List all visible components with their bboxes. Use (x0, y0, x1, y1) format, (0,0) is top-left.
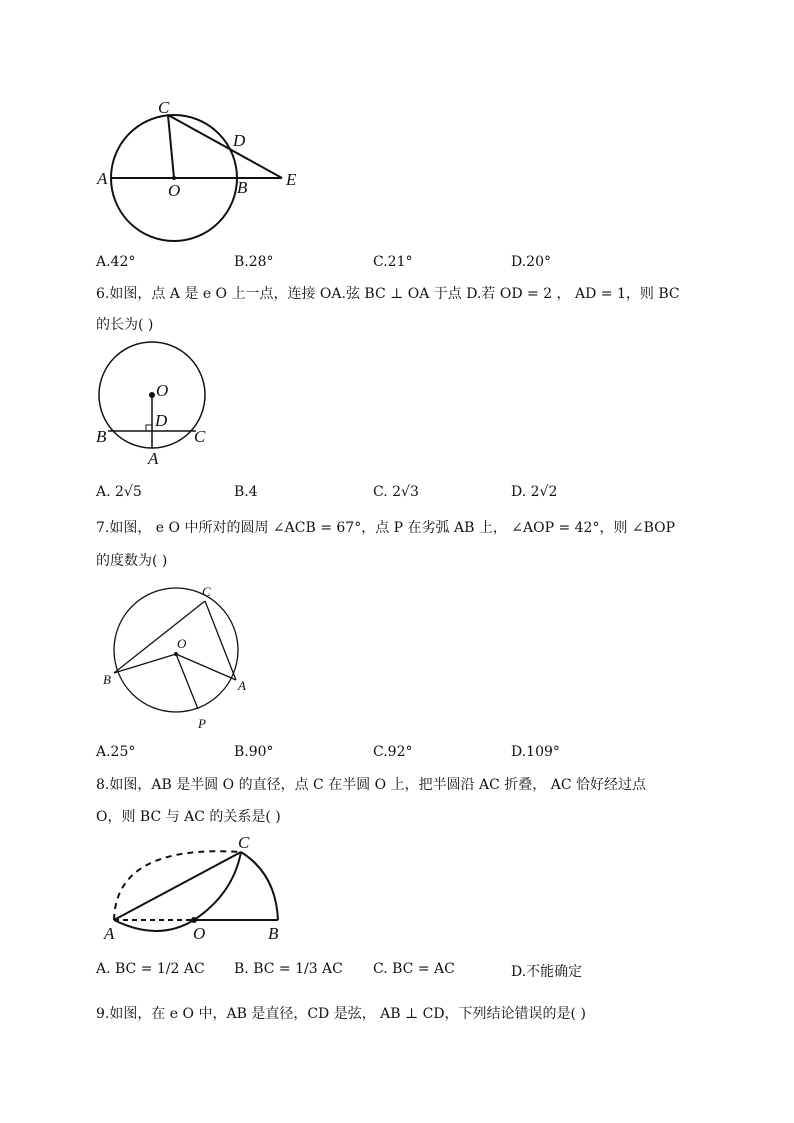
q6-question-line1: 6.如图，点 A 是 e O 上一点，连接 OA.弦 BC ⊥ OA 于点 D.若 OD = 2 ， AD = 1，则 BC (96, 286, 680, 302)
q5-figure (90, 95, 310, 245)
q6-option-c: C. 2√3 (373, 484, 419, 500)
q7-option-c: C.92° (373, 744, 413, 760)
q6-label-C: C (194, 427, 206, 446)
q6-label-A: A (148, 449, 159, 468)
q5-label-O: O (168, 181, 181, 200)
q7-label-P: P (198, 716, 206, 731)
q6-point-O (149, 392, 155, 398)
q8-label-A: A (104, 924, 115, 943)
q7-figure (100, 580, 260, 735)
q5-option-d: D.20° (511, 254, 551, 270)
q8-chord-AC (114, 852, 241, 920)
q7-label-O: O (177, 636, 187, 651)
q5-option-c: C.21° (373, 254, 413, 270)
q8-arc-CB (241, 852, 278, 920)
q6-right-angle (146, 425, 152, 431)
q5-label-C: C (158, 98, 170, 117)
q6-option-a: A. 2√5 (96, 484, 142, 500)
q7-label-B: B (103, 672, 111, 687)
q8-option-d: D.不能确定 (511, 964, 583, 980)
q7-question-line2: 的度数为( ) (96, 553, 168, 569)
q6-label-D: D (155, 411, 168, 430)
q6-option-d: D. 2√2 (511, 484, 558, 500)
q7-option-b: B.90° (234, 744, 274, 760)
q5-point-O (172, 176, 176, 180)
q5-option-a: A.42° (96, 254, 136, 270)
q5-option-b: B.28° (234, 254, 274, 270)
q8-label-C: C (238, 833, 250, 852)
q6-label-O: O (156, 381, 169, 400)
q6-label-B: B (96, 427, 107, 446)
q8-label-O: O (193, 924, 206, 943)
q7-label-A: A (238, 678, 246, 693)
q8-option-c: C. BC = AC (373, 961, 455, 977)
q5-label-B: B (237, 178, 248, 197)
q8-option-a: A. BC = 1/2 AC (96, 961, 205, 977)
q8-label-B: B (268, 924, 279, 943)
q7-point-O (174, 652, 178, 656)
q7-label-C: C (202, 584, 211, 599)
q6-option-b: B.4 (234, 484, 258, 500)
q6-question-line2: 的长为( ) (96, 317, 154, 333)
q5-line-CE (168, 115, 282, 178)
q5-line-OC (168, 115, 174, 178)
q7-line-OB (114, 654, 176, 673)
q5-label-E: E (286, 170, 297, 189)
q8-option-b: B. BC = 1/3 AC (234, 961, 343, 977)
q6-figure (92, 350, 222, 475)
q8-question-line1: 8.如图，AB 是半圆 O 的直径，点 C 在半圆 O 上，把半圆沿 AC 折叠， AC 恰好经过点 (96, 777, 647, 793)
q5-label-A: A (97, 169, 108, 188)
q7-option-d: D.109° (511, 744, 560, 760)
q7-question-line1: 7.如图， e O 中所对的圆周 ∠ACB = 67°，点 P 在劣弧 AB 上， ∠AOP = 42°，则 ∠BOP (96, 520, 676, 536)
q8-point-O (191, 917, 197, 923)
q8-figure (98, 832, 298, 947)
q7-option-a: A.25° (96, 744, 136, 760)
q7-circle (114, 588, 238, 712)
q9-question-line1: 9.如图，在 e O 中，AB 是直径，CD 是弦， AB ⊥ CD，下列结论错误的是( ) (96, 1006, 586, 1022)
q8-question-line2: O，则 BC 与 AC 的关系是( ) (96, 809, 281, 825)
q5-label-D: D (233, 131, 246, 150)
